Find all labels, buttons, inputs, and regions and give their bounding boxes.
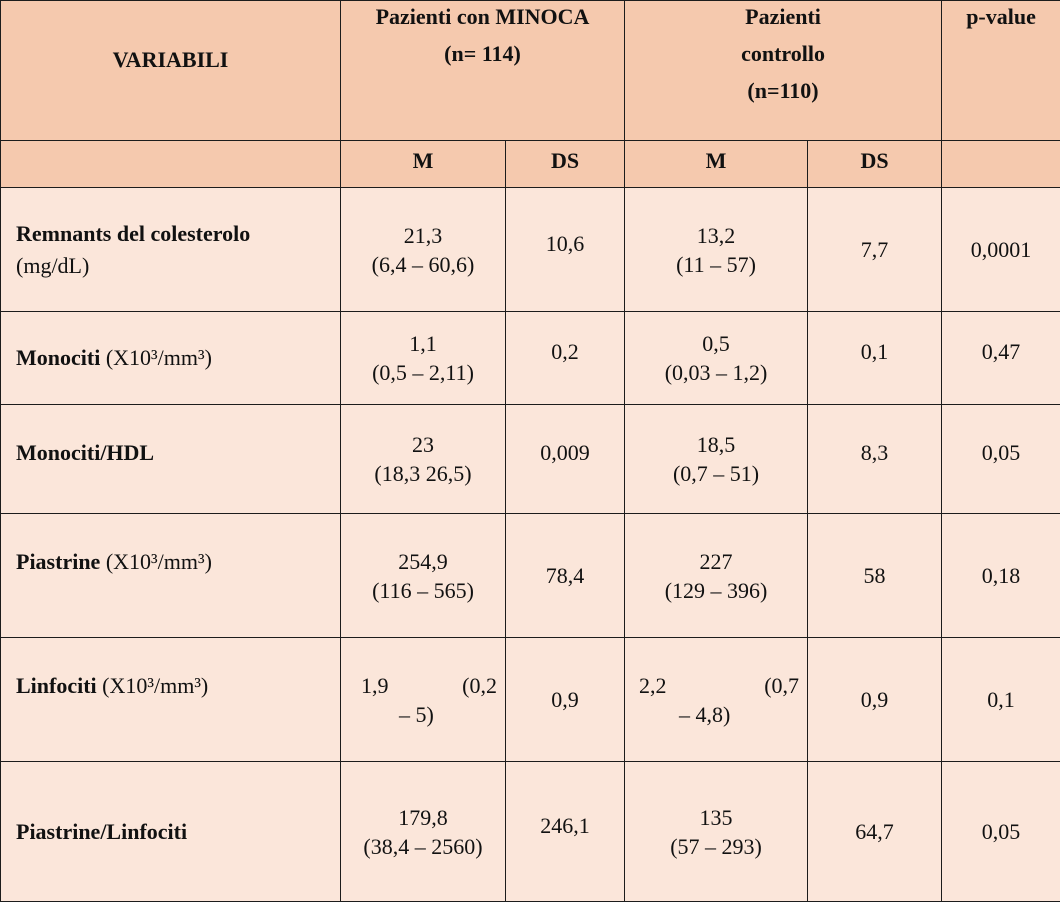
variable-cell	[1, 638, 341, 762]
variable-name: Remnants del colesterolo	[16, 218, 334, 250]
control-mean-cell	[625, 188, 808, 312]
minoca-mean: 21,3	[347, 221, 499, 250]
header-minoca-m: M	[341, 141, 506, 188]
variable-name: Linfociti	[16, 673, 97, 698]
minoca-ds-cell	[506, 312, 625, 405]
variable-name: Piastrine	[16, 549, 100, 574]
pvalue-cell	[942, 405, 1060, 514]
minoca-mean-cell	[341, 638, 506, 762]
pvalue-cell	[942, 762, 1060, 902]
control-mean: 18,5	[631, 430, 801, 459]
control-ds: 8,3	[861, 440, 889, 465]
table-row	[1, 638, 1060, 762]
minoca-ds-cell	[506, 762, 625, 902]
minoca-mean-cell	[341, 762, 506, 902]
pvalue-cell	[942, 188, 1060, 312]
control-mean-cell	[625, 312, 808, 405]
header-control-ds: DS	[808, 141, 942, 188]
minoca-ds: 0,009	[540, 440, 590, 465]
header-control-m: M	[625, 141, 808, 188]
control-ds: 58	[864, 563, 886, 588]
variable-cell	[1, 762, 341, 902]
minoca-ds: 246,1	[540, 813, 590, 838]
variable-name: Monociti	[16, 345, 100, 370]
control-mean: 0,5	[631, 329, 801, 358]
variable-cell	[1, 188, 341, 312]
header-empty-cell	[1, 141, 341, 188]
control-ds: 0,1	[861, 339, 889, 364]
control-ds: 0,9	[861, 687, 889, 712]
variable-cell	[1, 405, 341, 514]
header-control-count: (n=110)	[631, 75, 935, 107]
header-minoca-title: Pazienti con MINOCA	[347, 1, 618, 33]
minoca-mean-cell	[341, 188, 506, 312]
variable-unit: (mg/dL)	[16, 250, 334, 282]
control-ds-cell	[808, 405, 942, 514]
pvalue: 0,18	[982, 563, 1021, 588]
control-range: (0,7 – 51)	[631, 459, 801, 488]
control-ds-cell	[808, 514, 942, 638]
minoca-ds: 0,2	[551, 339, 579, 364]
minoca-ds-cell	[506, 405, 625, 514]
control-range-start: (0,7	[764, 671, 799, 700]
control-ds: 64,7	[855, 819, 894, 844]
control-mean: 227	[631, 547, 801, 576]
table-row	[1, 312, 1060, 405]
minoca-ds-cell	[506, 514, 625, 638]
header-variabili: VARIABILI	[1, 1, 341, 141]
control-ds: 7,7	[861, 237, 889, 262]
minoca-ds: 10,6	[546, 231, 585, 256]
minoca-range-start: (0,2	[462, 671, 497, 700]
minoca-mean-cell	[341, 312, 506, 405]
table-header	[1, 1, 1060, 188]
control-range: (129 – 396)	[631, 576, 801, 605]
control-range: (11 – 57)	[631, 250, 801, 279]
variable-unit: (X10³/mm³)	[106, 345, 212, 370]
header-group-control	[625, 1, 942, 141]
minoca-mean: 1,1	[347, 329, 499, 358]
control-ds-cell	[808, 638, 942, 762]
pvalue-cell	[942, 514, 1060, 638]
control-range-end: – 4,8)	[639, 700, 799, 729]
minoca-ds-cell	[506, 638, 625, 762]
control-mean: 135	[631, 803, 801, 832]
minoca-mean: 254,9	[347, 547, 499, 576]
minoca-mean: 1,9	[361, 671, 389, 700]
control-ds-cell	[808, 312, 942, 405]
control-mean: 2,2	[639, 671, 667, 700]
pvalue: 0,05	[982, 440, 1021, 465]
minoca-range: (0,5 – 2,11)	[347, 358, 499, 387]
table-row	[1, 188, 1060, 312]
pvalue: 0,05	[982, 819, 1021, 844]
pvalue-cell	[942, 638, 1060, 762]
control-range: (57 – 293)	[631, 832, 801, 861]
header-group-minoca	[341, 1, 625, 141]
variable-name: Monociti/HDL	[16, 440, 154, 465]
minoca-ds: 0,9	[551, 687, 579, 712]
variable-cell	[1, 312, 341, 405]
pvalue: 0,0001	[971, 237, 1032, 262]
minoca-range: (38,4 – 2560)	[347, 832, 499, 861]
minoca-range-end: – 5)	[361, 700, 497, 729]
header-control-title-line1: Pazienti	[631, 1, 935, 33]
minoca-ds: 78,4	[546, 563, 585, 588]
variable-label	[16, 673, 208, 698]
pvalue: 0,1	[987, 687, 1015, 712]
variable-cell	[1, 514, 341, 638]
control-ds-cell	[808, 762, 942, 902]
control-mean-line	[639, 671, 799, 700]
variable-unit: (X10³/mm³)	[106, 549, 212, 574]
minoca-range: (18,3 26,5)	[347, 459, 499, 488]
pvalue-cell	[942, 312, 1060, 405]
minoca-mean: 23	[347, 430, 499, 459]
minoca-mean-cell	[341, 514, 506, 638]
variable-name: Piastrine/Linfociti	[16, 819, 187, 844]
minoca-range: (6,4 – 60,6)	[347, 250, 499, 279]
control-mean-cell	[625, 514, 808, 638]
control-mean-cell	[625, 762, 808, 902]
header-pvalue-empty	[942, 141, 1060, 188]
control-range: (0,03 – 1,2)	[631, 358, 801, 387]
table-row	[1, 762, 1060, 902]
header-minoca-count: (n= 114)	[347, 38, 618, 70]
minoca-mean: 179,8	[347, 803, 499, 832]
header-pvalue: p-value	[942, 1, 1060, 141]
minoca-ds-cell	[506, 188, 625, 312]
control-mean-cell	[625, 638, 808, 762]
control-mean: 13,2	[631, 221, 801, 250]
control-ds-cell	[808, 188, 942, 312]
table-row	[1, 405, 1060, 514]
minoca-mean-cell	[341, 405, 506, 514]
header-row-groups	[1, 1, 1060, 141]
variable-label	[16, 549, 212, 574]
header-row-stats	[1, 141, 1060, 188]
minoca-mean-line	[361, 671, 497, 700]
control-mean-cell	[625, 405, 808, 514]
variable-unit: (X10³/mm³)	[102, 673, 208, 698]
header-control-title-line2: controllo	[631, 38, 935, 70]
table-body	[1, 188, 1060, 902]
header-minoca-ds: DS	[506, 141, 625, 188]
minoca-range: (116 – 565)	[347, 576, 499, 605]
pvalue: 0,47	[982, 339, 1021, 364]
table-row	[1, 514, 1060, 638]
